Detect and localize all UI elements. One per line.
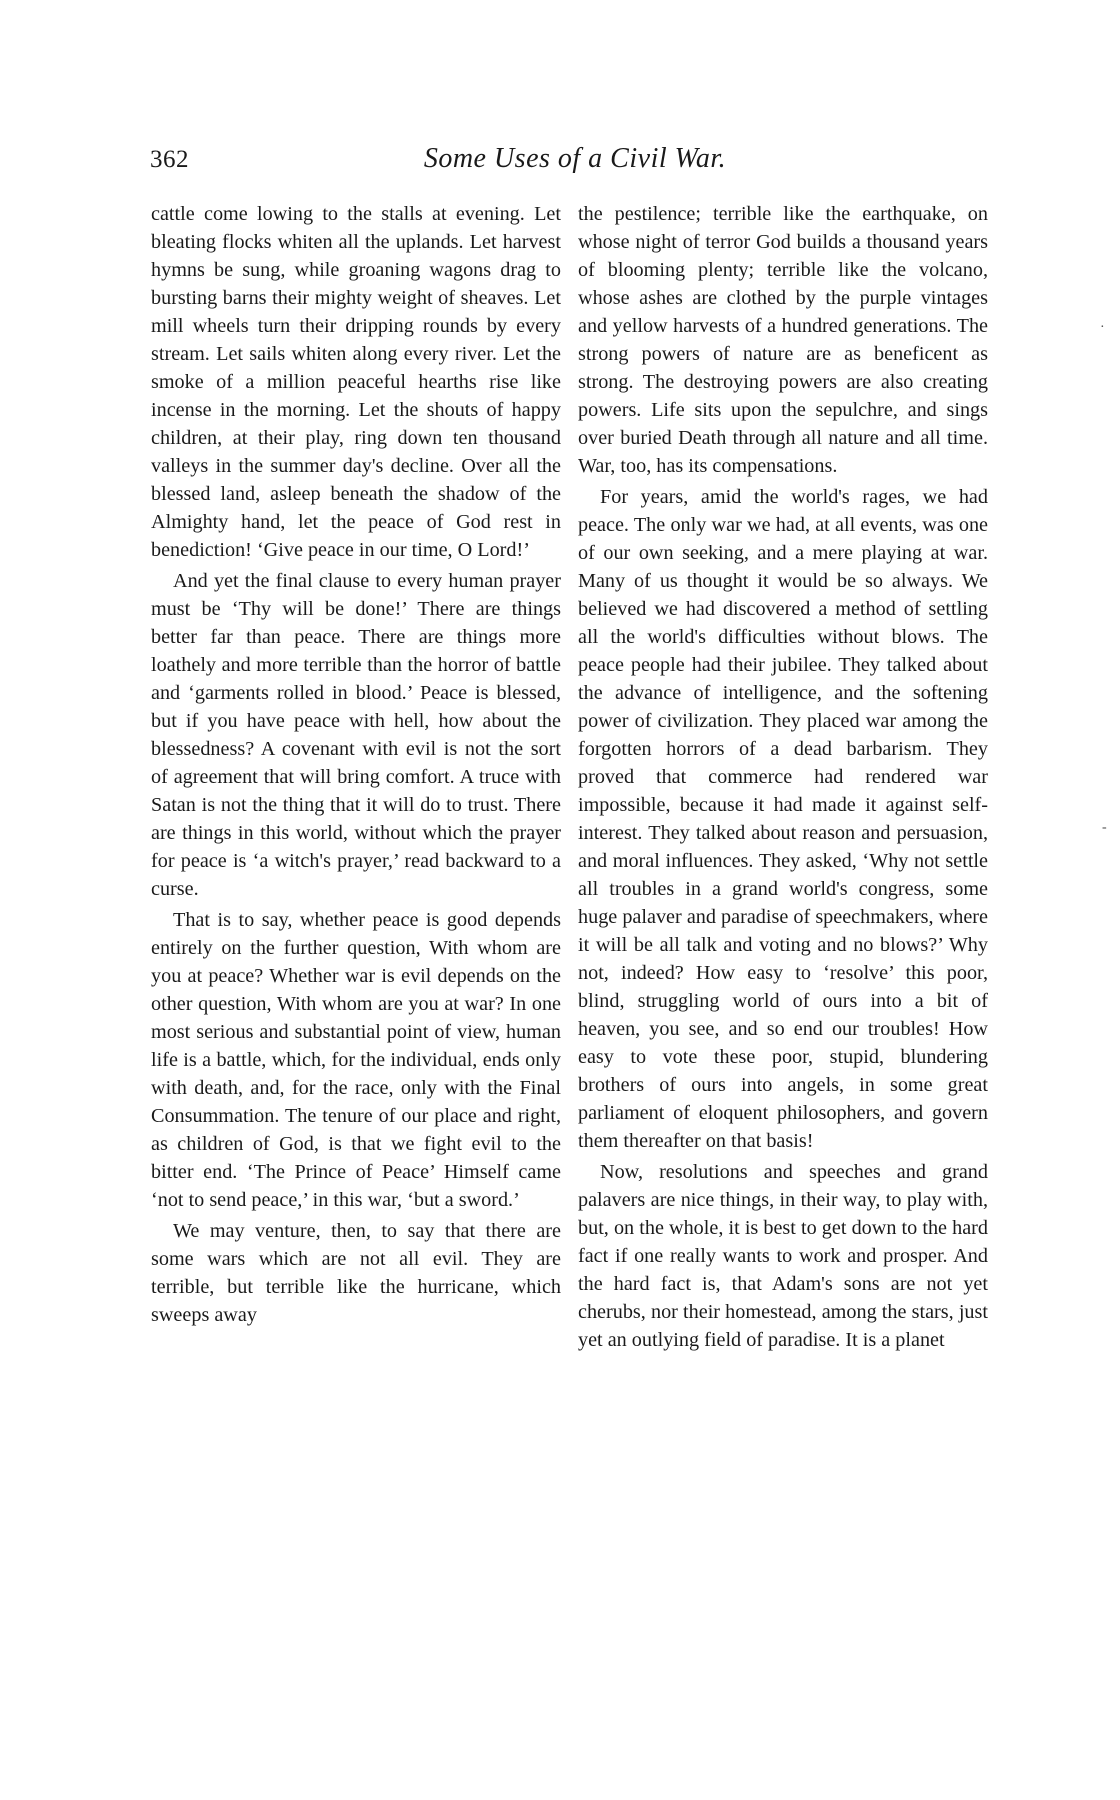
paragraph: We may venture, then, to say that there are some wars which are not all evil. They are terrible, but terrible like the hurricane, which sweeps away: [151, 1220, 561, 1326]
paragraph: cattle come lowing to the stalls at evening. Let bleating flocks whiten all the uplands. Let harvest hymns be sung, while groaning wagons drag to bursting barns their mighty weight of sheaves. Let mill wheels turn their dripping rounds by every stream. Let sails whiten along every river. Let the smoke of a million peaceful hearths rise like incense in the morning. Let the shouts of happy children, at their play, ring down ten thousand valleys in the summer day's decline. Over all the blessed land, asleep beneath the shadow of the Almighty hand, let the peace of God rest in benediction! ‘Give peace in our time, O Lord!’: [151, 203, 561, 561]
running-title: Some Uses of a Civil War.: [423, 143, 727, 174]
paragraph: That is to say, whether peace is good depends entirely on the further question, With whom are you at peace? Whether war is evil depends on the other question, With whom are you at war? In one most serious and substantial point of view, human life is a battle, which, for the individual, ends only with death, and, for the race, only with the Final Consummation. The tenure of our place and right, as children of God, is that we fight evil to the bitter end. ‘The Prince of Peace’ Himself came ‘not to send peace,’ in this war, ‘but a sword.’: [151, 909, 561, 1211]
paragraph: And yet the final clause to every human prayer must be ‘Thy will be done!’ There are things better far than peace. There are things more loathely and more terrible than the horror of battle and ‘garments rolled in blood.’ Peace is blessed, but if you have peace with hell, how about the blessedness? A covenant with evil is not the sort of agreement that will bring comfort. A truce with Satan is not the thing that it will do to trust. There are things in this world, without which the prayer for peace is ‘a witch's prayer,’ read backward to a curse.: [151, 570, 561, 900]
paragraph: Now, resolutions and speeches and grand palavers are nice things, in their way, to play with, but, on the whole, it is best to get down to the hard fact if one really wants to work and prosper. And the hard fact is, that Adam's sons are not yet cherubs, nor their homestead, among the stars, just yet an outlying field of paradise. It is a planet: [578, 1161, 988, 1351]
left-column: [151, 200, 561, 1332]
paragraph: For years, amid the world's rages, we had peace. The only war we had, at all events, was one of our own seeking, and a mere playing at war. Many of us thought it would be so always. We believed we had discovered a method of settling all the world's difficulties without blows. The peace people had their jubilee. They talked about the advance of intelligence, and the softening power of civilization. They placed war among the forgotten horrors of a dead barbarism. They proved that commerce had rendered war impossible, because it had made it against self-interest. They talked about reason and persuasion, and moral influences. They asked, ‘Why not settle all troubles in a grand world's congress, some huge palaver and paradise of speechmakers, where it will be all talk and voting and no blows?’ Why not, indeed? How easy to ‘resolve’ this poor, blind, struggling world of ours into a bit of heaven, you see, and so end our troubles! How easy to vote these poor, stupid, blundering brothers of ours into angels, in some great parliament of eloquent philosophers, and govern them thereafter on that basis!: [578, 486, 988, 1152]
margin-dash: -: [1102, 820, 1107, 835]
right-column: [578, 200, 988, 1357]
page-number: 362: [150, 146, 189, 173]
margin-dot: ·: [1100, 320, 1105, 335]
paragraph: the pestilence; terrible like the earthquake, on whose night of terror God builds a thousand years of blooming plenty; terrible like the volcano, whose ashes are clothed by the purple vintages and yellow harvests of a hundred generations. The strong powers of nature are as beneficent as strong. The destroying powers are also creating powers. Life sits upon the sepulchre, and sings over buried Death through all nature and all time. War, too, has its compensations.: [578, 203, 988, 477]
page-header: [150, 140, 1000, 184]
